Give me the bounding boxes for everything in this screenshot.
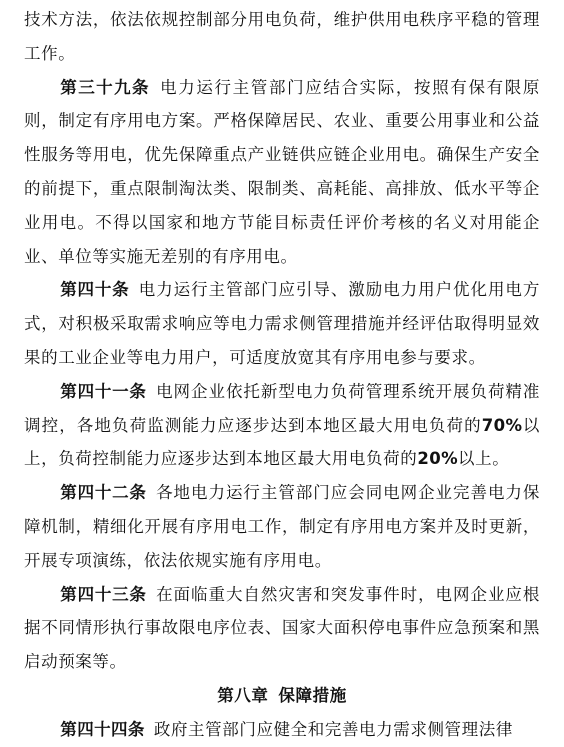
chapter-name: 保障措施 xyxy=(278,685,347,705)
article-39-title: 第三十九条 xyxy=(60,77,150,97)
article-39 xyxy=(24,71,540,274)
article-44-text: 政府主管部门应健全和完善电力需求侧管理法律 xyxy=(153,719,513,739)
article-41-text-a: 电网企业依托新型电力负荷管理系统开展负荷精准调控，各地负荷监测能力应逐步达到本地区最大用电负荷的 xyxy=(24,381,541,435)
article-42-title: 第四十二条 xyxy=(60,483,147,503)
article-41 xyxy=(24,375,540,476)
article-43-text: 在面临重大自然灾害和突发事件时，电网企业应根据不同情形执行事故限电序位表、国家大面积停电事件应急预案和黑启动预案等。 xyxy=(24,584,541,672)
article-41-text-b: 以上，负荷控制能力应逐步达到本地区最大用电负荷的 xyxy=(24,415,540,469)
article-42-text: 各地电力运行主管部门应会同电网企业完善电力保障机制，精细化开展有序用电工作，制定有序用电方案并及时更新，开展专项演练，依法依规实施有序用电。 xyxy=(24,483,541,570)
article-40-title: 第四十条 xyxy=(60,280,130,300)
article-41-text-c: 以上。 xyxy=(458,449,510,469)
article-40-text: 电力运行主管部门应引导、激励电力用户优化用电方式，对积极采取需求响应等电力需求侧管理措施并经评估取得明显效果的工业企业等电力用户，可适度放宽其有序用电参与要求。 xyxy=(24,280,540,367)
article-41-title: 第四十一条 xyxy=(60,381,147,401)
intro-continuation: 技术方法，依法依规控制部分用电负荷，维护供用电秩序平稳的管理工作。 xyxy=(24,10,540,63)
article-41-percent-70: 70% xyxy=(481,415,523,435)
article-44 xyxy=(24,713,540,747)
article-42 xyxy=(24,476,540,577)
article-40 xyxy=(24,273,540,374)
article-39-text: 电力运行主管部门应结合实际，按照有保有限原则，制定有序用电方案。严格保障居民、农业、重要公用事业和公益性服务等用电，优先保障重点产业链供应链企业用电。确保生产安全的前提下，重点限制淘汰类、限制类、高耗能、高排放、低水平等企业用电。不得以国家和地方节能目标责任评价考核的名义对用能企业、单位等实施无差别的有序用电。 xyxy=(24,77,540,266)
article-43 xyxy=(24,578,540,679)
article-43-title: 第四十三条 xyxy=(60,584,147,604)
chapter-heading xyxy=(24,679,540,713)
chapter-number: 第八章 xyxy=(217,685,269,705)
article-44-title: 第四十四条 xyxy=(60,719,145,739)
article-41-percent-20: 20% xyxy=(417,449,459,469)
